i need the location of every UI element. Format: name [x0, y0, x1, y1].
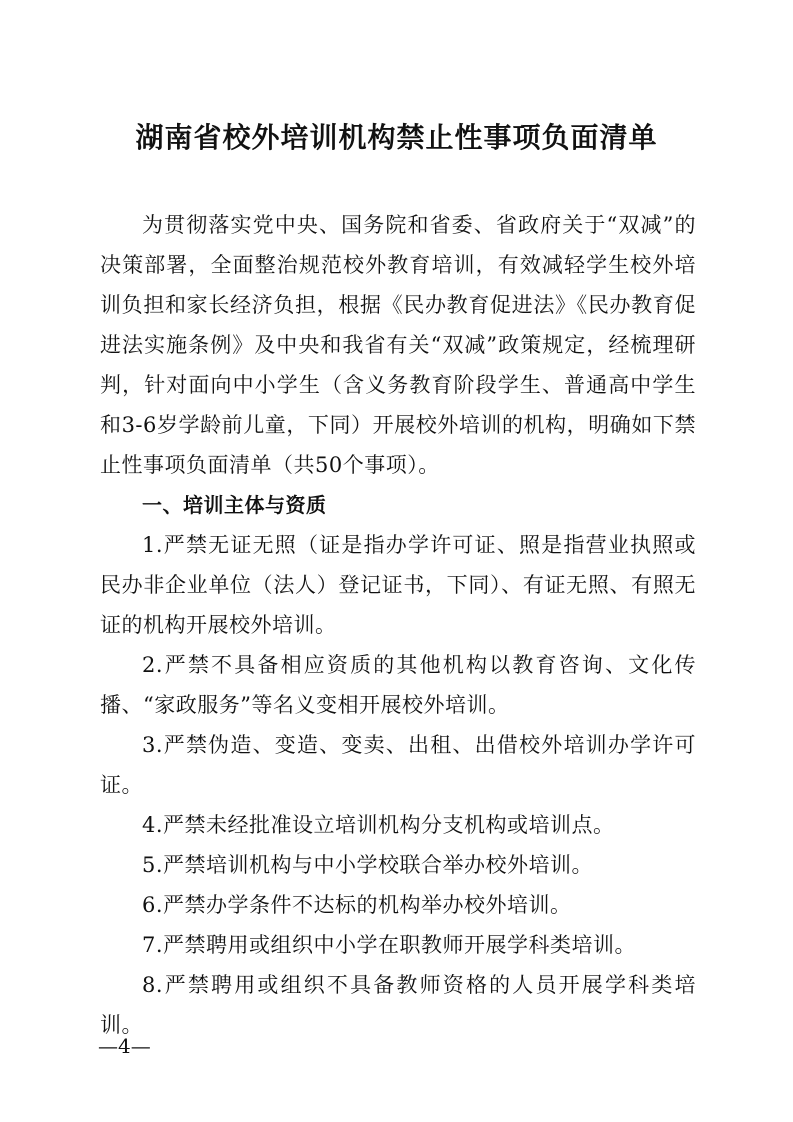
list-item: 2.严禁不具备相应资质的其他机构以教育咨询、文化传播、“家政服务”等名义变相开展校外培训。 — [100, 653, 696, 717]
page-title: 湖南省校外培训机构禁止性事项负面清单 — [135, 121, 658, 154]
list-item: 3.严禁伪造、变造、变卖、出租、出借校外培训办学许可证。 — [100, 733, 696, 797]
list-item: 1.严禁无证无照（证是指办学许可证、照是指营业执照或民办非企业单位（法人）登记证书，下同）、有证无照、有照无证的机构开展校外培训。 — [100, 533, 696, 637]
list-item: 5.严禁培训机构与中小学校联合举办校外培训。 — [142, 853, 594, 877]
list-item: 7.严禁聘用或组织中小学在职教师开展学科类培训。 — [142, 933, 637, 957]
document-body — [100, 205, 696, 1045]
section-heading: 一、培训主体与资质 — [142, 493, 327, 517]
list-item: 4.严禁未经批准设立培训机构分支机构或培训点。 — [142, 813, 615, 837]
list-item: 8.严禁聘用或组织不具备教师资格的人员开展学科类培训。 — [100, 973, 696, 1037]
page-number: —4— — [98, 1034, 151, 1058]
intro-paragraph: 为贯彻落实党中央、国务院和省委、省政府关于“双减”的决策部署，全面整治规范校外教育培训，有效减轻学生校外培训负担和家长经济负担，根据《民办教育促进法》《民办教育促进法实施条例》及中央和我省有关“双减”政策规定，经梳理研判，针对面向中小学生（含义务教育阶段学生、普通高中学生和3-6岁学龄前儿童，下同）开展校外培训的机构，明确如下禁止性事项负面清单（共50个事项）。 — [100, 213, 696, 477]
list-item: 6.严禁办学条件不达标的机构举办校外培训。 — [142, 893, 572, 917]
